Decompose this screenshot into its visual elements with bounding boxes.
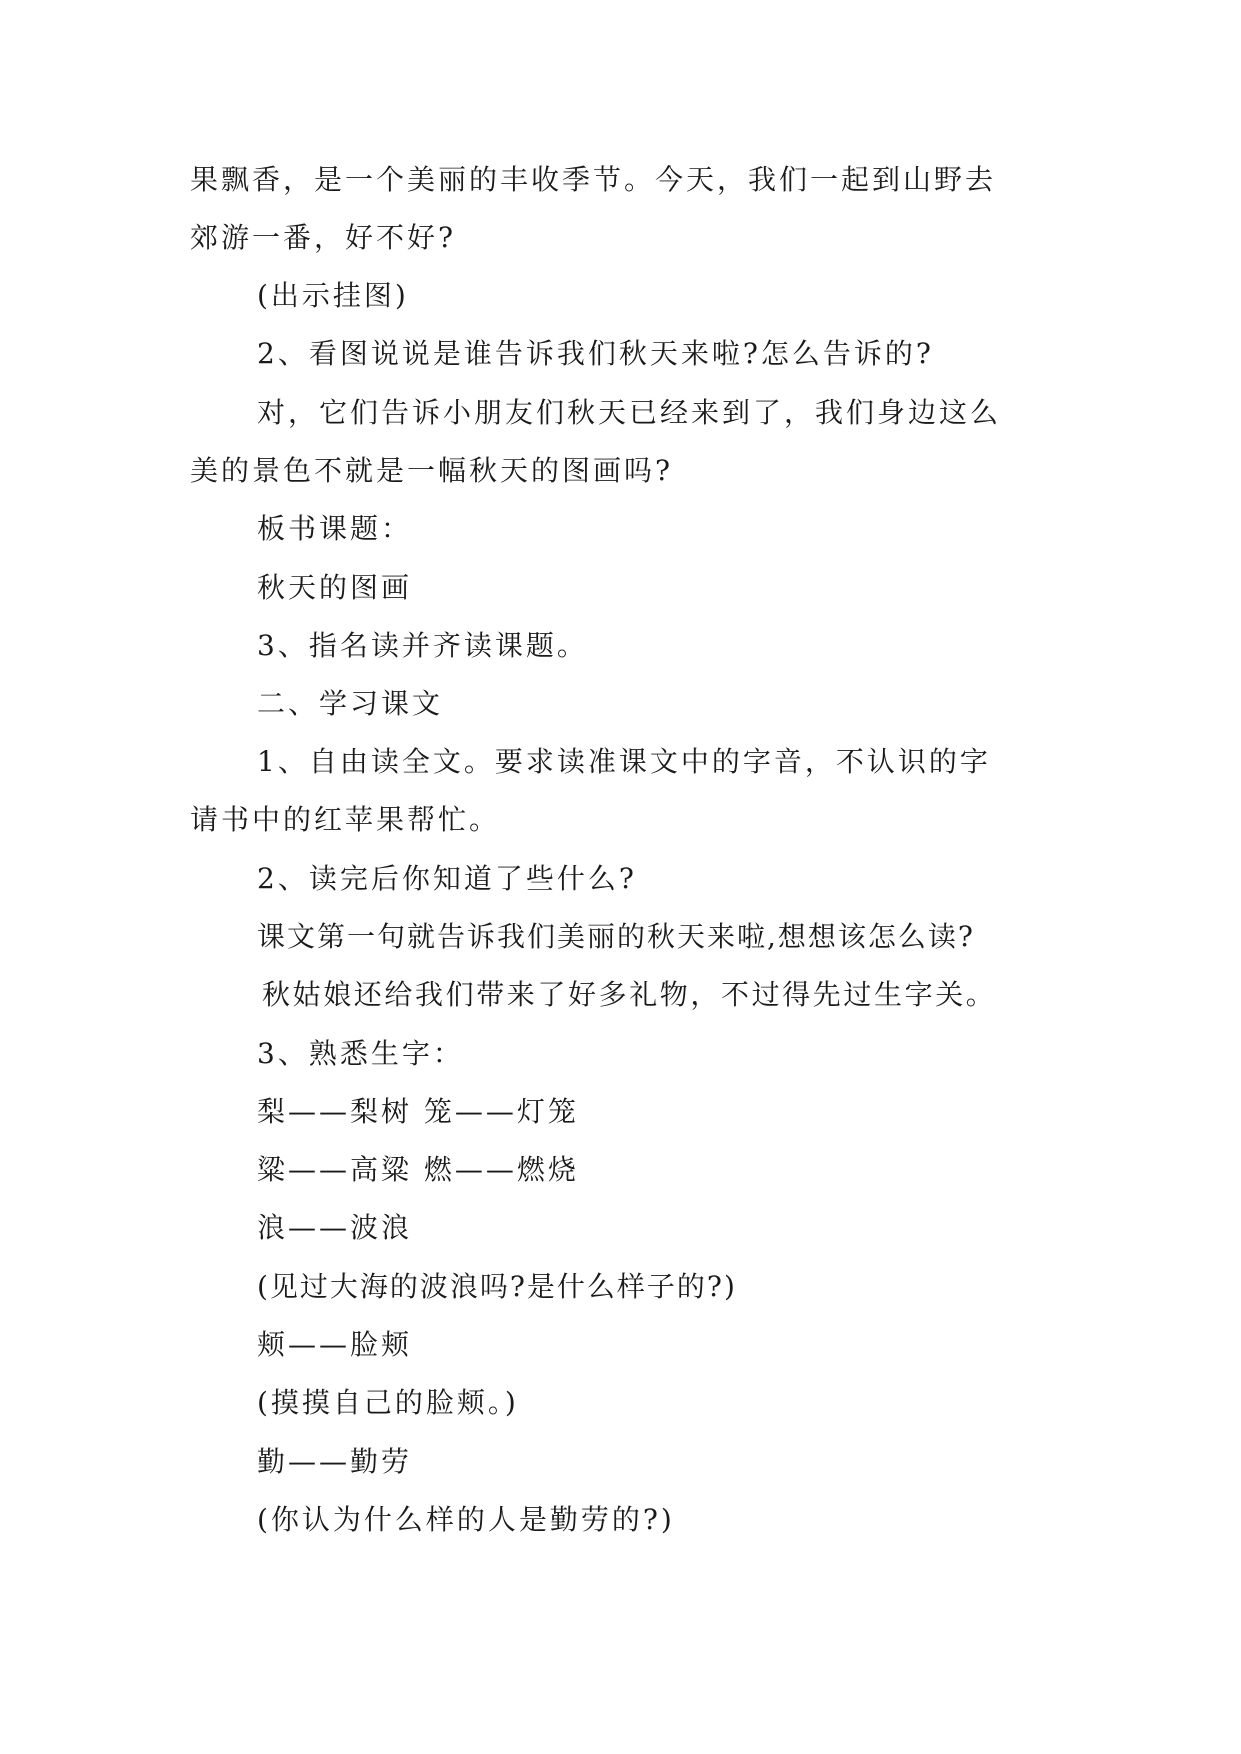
vocabulary-line: 浪——波浪 <box>257 1211 413 1244</box>
paragraph-line: 请书中的红苹果帮忙。 <box>190 803 501 836</box>
paragraph-line: 2、读完后你知道了些什么? <box>257 862 637 895</box>
paragraph-line: 1、自由读全文。要求读准课文中的字音，不认识的字 <box>257 745 991 778</box>
paragraph-line: 美的景色不就是一幅秋天的图画吗? <box>190 454 674 487</box>
paragraph-line: (出示挂图) <box>257 279 409 312</box>
paragraph-line: 板书课题： <box>257 512 413 545</box>
paragraph-line: 3、指名读并齐读课题。 <box>257 629 588 662</box>
paragraph-line: (你认为什么样的人是勤劳的?) <box>257 1503 675 1536</box>
paragraph-line: (见过大海的波浪吗?是什么样子的?) <box>257 1270 737 1303</box>
paragraph-line: 对，它们告诉小朋友们秋天已经来到了，我们身边这么 <box>257 396 1002 429</box>
paragraph-line: 2、看图说说是谁告诉我们秋天来啦?怎么告诉的? <box>257 337 934 370</box>
lesson-title: 秋天的图画 <box>257 571 413 604</box>
paragraph-line: 秋姑娘还给我们带来了好多礼物，不过得先过生字关。 <box>262 978 997 1011</box>
vocabulary-line: 粱——高粱 燃——燃烧 <box>257 1153 579 1186</box>
paragraph-line: 课文第一句就告诉我们美丽的秋天来啦,想想该怎么读? <box>257 920 975 953</box>
section-heading: 二、学习课文 <box>257 687 444 720</box>
paragraph-line: 果飘香，是一个美丽的丰收季节。今天，我们一起到山野去 <box>190 163 997 196</box>
paragraph-line: (摸摸自己的脸颊。) <box>257 1386 519 1419</box>
vocabulary-line: 勤——勤劳 <box>257 1445 413 1478</box>
paragraph-line: 3、熟悉生字： <box>257 1037 464 1070</box>
vocabulary-line: 梨——梨树 笼——灯笼 <box>257 1095 579 1128</box>
vocabulary-line: 颊——脸颊 <box>257 1328 413 1361</box>
paragraph-line: 郊游一番，好不好? <box>190 221 457 254</box>
